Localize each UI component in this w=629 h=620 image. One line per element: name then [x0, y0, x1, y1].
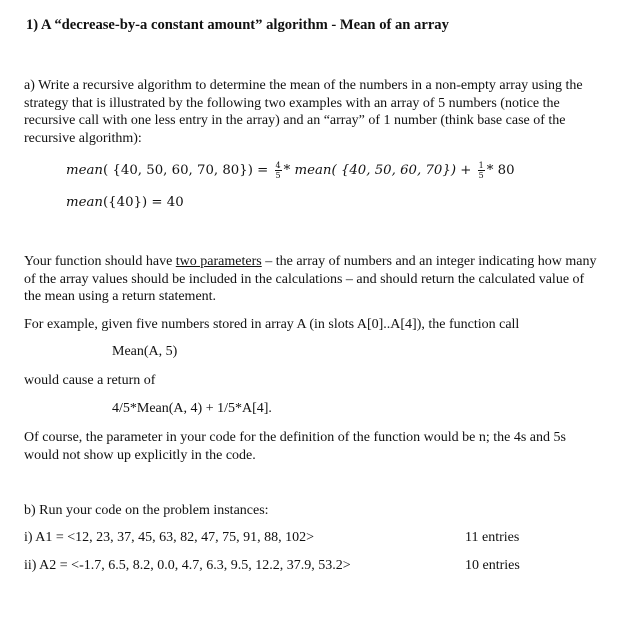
eq1-fn: mean	[66, 163, 103, 178]
instance-a2-label: ii) A2 = <-1.7, 6.5, 8.2, 0.0, 4.7, 6.3, 9.5, 12.2, 37.9, 53.2>	[24, 558, 351, 573]
eq1-mid: * mean( {40, 50, 60, 70}) +	[283, 163, 472, 178]
part-a-intro: a) Write a recursive algorithm to determine the mean of the numbers in a non-empty array using the strategy that is illustrated by the following two examples with an array of 5 numbers (notice the recursive call with one less entry in the array) and an “array” of 1 number (think base case of the recursive algorithm):	[24, 78, 583, 146]
equation-recursive	[66, 161, 515, 180]
example-call: Mean(A, 5)	[112, 344, 178, 359]
instance-a1-label: i) A1 = <12, 23, 37, 45, 63, 82, 47, 75, 91, 88, 102>	[24, 530, 315, 545]
problem-title: 1) A “decrease-by-a constant amount” algorithm - Mean of an array	[26, 17, 449, 33]
eq1-args: ( {40, 50, 60, 70, 80}) =	[102, 163, 269, 178]
two-parameters-emphasis: two parameters	[175, 254, 262, 269]
return-expression: 4/5*Mean(A, 4) + 1/5*A[4].	[112, 401, 272, 416]
eq2-args: ({40}) = 40	[102, 195, 184, 210]
eq1-tail: * 80	[486, 163, 515, 178]
instance-a2-entries: 10 entries	[465, 558, 520, 573]
example-intro: For example, given five numbers stored in array A (in slots A[0]..A[4]), the function call	[24, 317, 520, 332]
function-description: Your function should have two parameters – the array of numbers and an integer indicating how many of the array values should be included in the calculations – and should return the calculated value of the mean using a return statement.	[24, 254, 597, 304]
implementation-note: Of course, the parameter in your code for the definition of the function would be n; the 4s and 5s would not show up explicitly in the code.	[24, 430, 566, 463]
return-intro: would cause a return of	[24, 373, 156, 388]
equation-base-case	[66, 195, 184, 210]
fraction-4-5: $\frac{4}{5}$	[275, 161, 281, 180]
fraction-1-5: $\frac{1}{5}$	[478, 161, 484, 180]
instance-a1-entries: 11 entries	[465, 530, 520, 545]
eq2-fn: mean	[66, 195, 103, 210]
part-b-intro: b) Run your code on the problem instances:	[24, 503, 269, 518]
